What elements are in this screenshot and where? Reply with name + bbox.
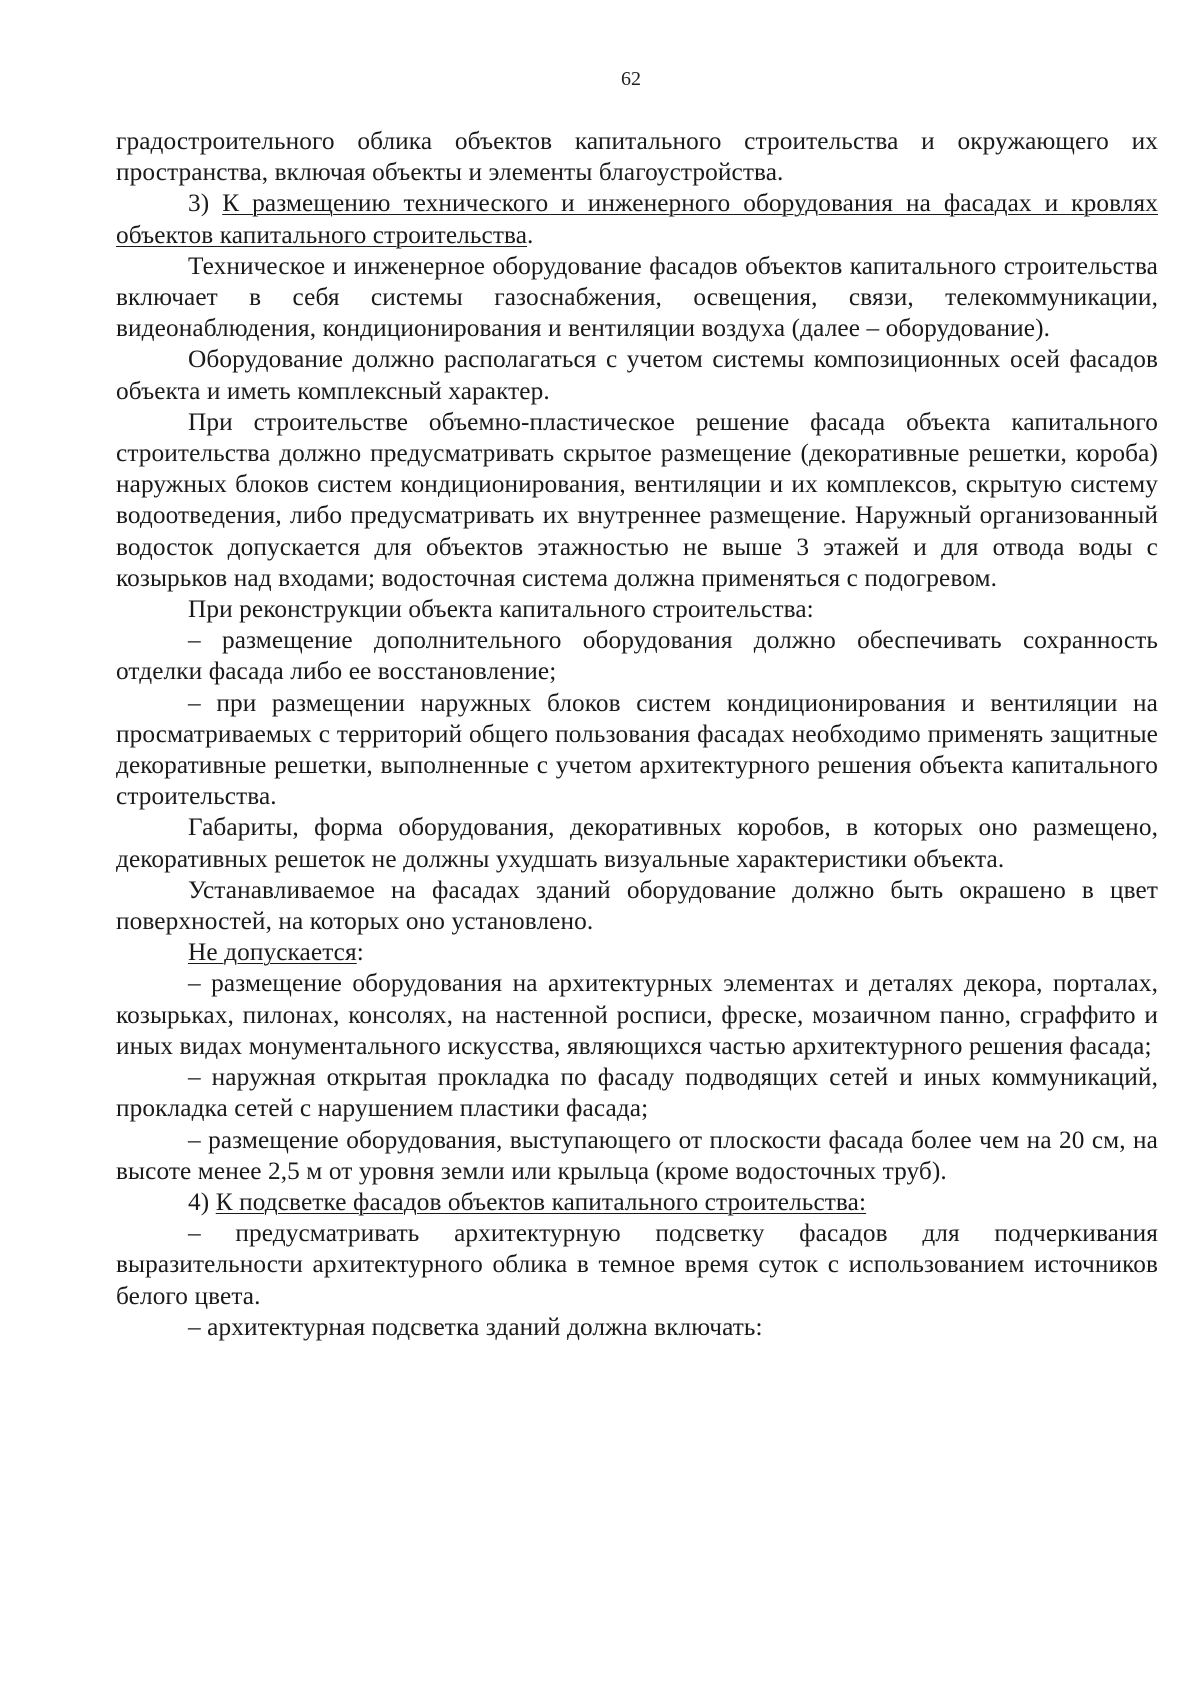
paragraph: Оборудование должно располагаться с учетом системы композиционных осей фасадов объекта и иметь комплексный характер.	[116, 345, 1158, 405]
section-title-tail: .	[527, 220, 534, 249]
list-item: – размещение оборудования на архитектурных элементах и деталях декора, порталах, козырьках, пилонах, консолях, на настенной росписи, фреске, мозаичном панно, сграффито и иных видах монументального искусства, являющихся частью архитектурного решения фасада;	[116, 969, 1158, 1060]
list-item: – при размещении наружных блоков систем кондиционирования и вентиляции на просматриваемых с территорий общего пользования фасадах необходимо применять защитные декоративные решетки, выполненные с учетом архитектурного решения объекта капитального строительства.	[116, 688, 1158, 811]
paragraph-continuation: градостроительного облика объектов капитального строительства и окружающего их пространства, включая объекты и элементы благоустройства.	[116, 127, 1158, 187]
page-number: 62	[621, 68, 641, 90]
list-item: – архитектурная подсветка зданий должна включать:	[188, 1312, 763, 1341]
prohibition-title: Не допускается	[188, 938, 357, 967]
list-item: – размещение дополнительного оборудования должно обеспечивать сохранность отделки фасада либо ее восстановление;	[116, 626, 1158, 686]
paragraph: Габариты, форма оборудования, декоративных коробов, в которых оно размещено, декоративных решеток не должны ухудшать визуальные характеристики объекта.	[116, 813, 1158, 873]
section-title: К размещению технического и инженерного оборудования на фасадах и кровлях объектов капитального строительства	[116, 189, 1158, 249]
section-heading-4	[116, 1187, 1158, 1218]
section-number: 3)	[188, 189, 223, 218]
paragraph: Устанавливаемое на фасадах зданий оборудование должно быть окрашено в цвет поверхностей, на которых оно установлено.	[116, 875, 1158, 936]
section-number: 4)	[188, 1187, 216, 1216]
paragraph: Техническое и инженерное оборудование фасадов объектов капитального строительства включает в себя системы газоснабжения, освещения, связи, телекоммуникации, видеонаблюдения, кондиционирования и вентиляции воздуха (далее – оборудование).	[116, 251, 1158, 343]
paragraph: При реконструкции объекта капитального строительства:	[188, 595, 814, 624]
list-item: – размещение оборудования, выступающего от плоскости фасада более чем на 20 см, на высоте менее 2,5 м от уровня земли или крыльца (кроме водосточных труб).	[116, 1125, 1158, 1185]
section-title: К подсветке фасадов объектов капитального строительства:	[215, 1187, 867, 1216]
document-body	[116, 126, 1158, 1343]
section-heading-3	[116, 188, 1158, 250]
paragraph: При строительстве объемно-пластическое решение фасада объекта капитального строительства должно предусматривать скрытое размещение (декоративные решетки, короба) наружных блоков систем кондиционирования, вентиляции и их комплексов, скрытую систему водоотведения, либо предусматривать их внутреннее размещение. Наружный организованный водосток допускается для объектов этажностью не выше 3 этажей и для отвода воды с козырьков над входами; водосточная система должна применяться с подогревом.	[116, 407, 1158, 592]
list-item: – предусматривать архитектурную подсветку фасадов для подчеркивания выразительности архитектурного облика в темное время суток с использованием источников белого цвета.	[116, 1219, 1158, 1310]
prohibition-title-tail: :	[356, 938, 364, 967]
prohibition-heading	[116, 937, 1158, 968]
list-item: – наружная открытая прокладка по фасаду подводящих сетей и иных коммуникаций, прокладка сетей с нарушением пластики фасада;	[116, 1063, 1158, 1123]
